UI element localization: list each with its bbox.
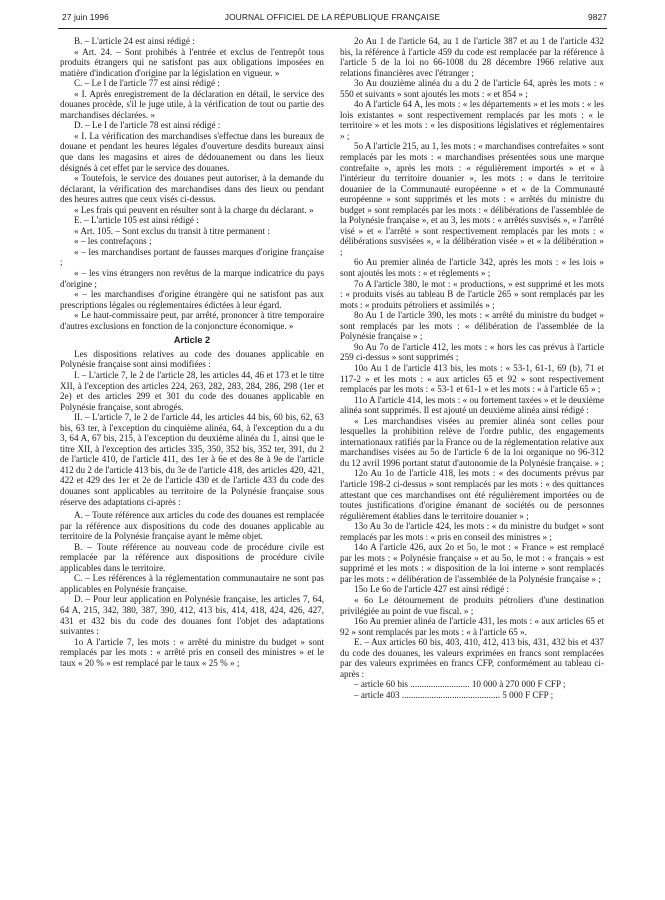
paragraph: 13o Au 3o de l'article 424, les mots : « du ministre du budget » sont remplacés par les mots : « pris en conseil des ministres » ;: [340, 521, 604, 542]
paragraph: 10o Au 1 de l'article 413 bis, les mots : « 53-1, 61-1, 69 (b), 71 et 117-2 » et les mots : « aux articles 65 et 92 » sont respectivement remplacés par les mots : « 53-1 et 61-1 » et les mots : « à l'article 65 » ;: [340, 362, 604, 395]
paragraph: 15o Le 6o de l'article 427 est ainsi rédigé :: [354, 584, 509, 595]
header-date: 27 juin 1996: [62, 12, 109, 22]
paragraph: I. – L'article 7, le 2 de l'article 28, les articles 44, 46 et 173 et le titre XII, à l'exception des articles 224, 263, 282, 283, 284, 286, 298 (1er et 2e) et des articles 299 et 301 du code des douanes applicable en Polynésie française, sont abrogés.: [60, 369, 324, 412]
paragraph: « Art. 24. – Sont prohibés à l'entrée et exclus de l'entrepôt tous produits étrangers qui ne satisfont pas aux obligations imposées en matière d'indication d'origine par la législation en vigueur. »: [60, 46, 324, 78]
value-table-row: – article 60 bis .......................... 10 000 à 270 000 F CFP ;: [354, 679, 566, 690]
paragraph: 6o Au premier alinéa de l'article 342, après les mots : « les lois » sont ajoutés les mots : « et règlements » ;: [340, 257, 604, 279]
header-rule: [58, 28, 607, 29]
paragraph: 2o Au 1 de l'article 64, au 1 de l'article 387 et au 1 de l'article 432 bis, la référence à l'article 459 du code est remplacée par la référence à l'article 5 de la loi no 66-1008 du 28 décembre 1966 relative aux relations financières avec l'étranger ;: [340, 36, 604, 78]
right-column: [340, 36, 604, 700]
paragraph: II. – L'article 7, le 2 de l'article 44, les articles 44 bis, 60 bis, 62, 63 bis, 63 ter, à l'exception du cinquième alinéa, 64, à l'exception du a du 3, 64 A, 67 bis, 215, à l'exception du deuxième alinéa du 1, ainsi que le titre XII, à l'exception des articles 335, 350, 352 bis, 352 ter, 391, du 2 de l'article 410, de l'article 411, des 1er à 6e et des 8e à 9e de l'article 412 du 2 de l'article 413 bis, du 3e de l'article 418, des articles 420, 421, 422 et 429 des 1er et 2e de l'article 430 et de l'article 433 du code des douanes sont applicables au territoire de la Polynésie française sous réserve des adaptations ci-après :: [60, 412, 324, 507]
paragraph: 9o Au 7o de l'article 412, les mots : « hors les cas prévus à l'article 259 ci-dessus » sont supprimés ;: [340, 341, 604, 363]
paragraph: « Le haut-commissaire peut, par arrêté, prononcer à titre temporaire d'autres exclusions en fonction de la conjoncture économique. »: [60, 310, 324, 331]
paragraph: « 6o Le détournement de produits pétroliers d'une destination privilégiée au point de vue fiscal. » ;: [340, 594, 604, 616]
paragraph: « – les vins étrangers non revêtus de la marque indicatrice du pays d'origine ;: [60, 268, 324, 289]
page-number: 9827: [587, 12, 607, 22]
paragraph: « Toutefois, le service des douanes peut autoriser, à la demande du déclarant, la vérification des marchandises dans des lieux ou pendant des heures autres que ceux visés ci-dessus.: [60, 173, 324, 205]
paragraph: C. – Le I de l'article 77 est ainsi rédigé :: [74, 78, 220, 89]
paragraph: 1o A l'article 7, les mots : « arrêté du ministre du budget » sont remplacés par les mots : « arrêté pris en conseil des ministres » et le taux « 20 % » est remplacé par le taux « 25 % » ;: [60, 636, 324, 668]
paragraph: 14o A l'article 426, aux 2o et 5o, le mot : « France » est remplacé par les mots : « Polynésie française » et au 5o, le mot : « français » est supprimé et les mots : « disposition de la loi interne » sont remplacés par les mots : « délibération de l'assemblée de la Polynésie française » ;: [340, 542, 604, 584]
paragraph: 11o A l'article 414, les mots : « ou fortement taxées » et le deuxième alinéa sont supprimés. Il est ajouté un deuxième alinéa ainsi rédigé :: [340, 394, 604, 416]
paragraph: C. – Les références à la réglementation communautaire ne sont pas applicables en Polynésie française.: [60, 573, 324, 594]
article-heading: Article 2: [173, 335, 211, 346]
paragraph: 3o Au douzième alinéa du a du 2 de l'article 64, après les mots : « 550 et suivants » sont ajoutés les mots : « et 854 » ;: [340, 78, 604, 99]
paragraph: D. – Pour leur application en Polynésie française, les articles 7, 64, 64 A, 215, 342, 380, 387, 390, 412, 413 bis, 414, 418, 424, 426, 427, 431 et 432 bis du code des douanes font l'objet des adaptations suivantes :: [60, 594, 324, 637]
paragraph: 5o A l'article 215, au 1, les mots : « marchandises contrefaites » sont remplacés par les mots : « marchandises présentées sous une marque contrefaite », après les mots : « régulièrement importés » et « à l'intérieur du territoire douanier », les mots : « dans le territoire douanier de la Communauté européenne » et « de la Communauté européenne » sont supprimés et les mots : « arrêtés du ministre du budget » sont remplacés par les mots : « délibérations de l'assemblée de la Polynésie française », et au 3, les mots : « arrêtés susvisés », « l'arrêté visé » et « l'arrêté » sont respectivement remplacés par les mots : « délibérations susvisées », « la délibération visée » et « la délibération » ;: [340, 141, 604, 257]
journal-title: JOURNAL OFFICIEL DE LA RÉPUBLIQUE FRANÇAISE: [224, 12, 441, 22]
paragraph: A. – Toute référence aux articles du code des douanes est remplacée par la référence aux dispositions du code des douanes applicable au territoire de la Polynésie française ayant le même objet.: [60, 510, 324, 542]
paragraph: « I. Après enregistrement de la déclaration en détail, le service des douanes procède, s'il le juge utile, à la vérification de tout ou partie des marchandises déclarées. »: [60, 88, 324, 120]
left-column: [60, 36, 324, 668]
paragraph: 16o Au premier alinéa de l'article 431, les mots : « aux articles 65 et 92 » sont remplacés par les mots : « à l'article 65 ».: [340, 616, 604, 637]
paragraph: « – les contrefaçons ;: [74, 236, 152, 247]
paragraph: « I. La vérification des marchandises s'effectue dans les bureaux de douane et pendant les heures légales d'ouverture desdits bureaux ainsi que dans les magasins et aires de dédouanement ou dans les lieux désignés à cet effet par le service des douanes.: [60, 130, 324, 173]
paragraph: « Les frais qui peuvent en résulter sont à la charge du déclarant. »: [74, 204, 314, 215]
paragraph: E. – Aux articles 60 bis, 403, 410, 412, 413 bis, 431, 432 bis et 437 du code des douanes, les valeurs exprimées en francs sont remplacées par des valeurs exprimées en francs CFP, conformément au tableau ci-après :: [340, 637, 604, 679]
value-table-row: – article 403 ........................................... 5 000 F CFP ;: [354, 689, 554, 700]
paragraph: 7o A l'article 380, le mot : « productions, » est supprimé et les mots : « produits visés au tableau B de l'article 265 » sont remplacés par les mots : « produits pétroliers et assimilés » ;: [340, 278, 604, 310]
paragraph: B. – L'article 24 est ainsi rédigé :: [74, 36, 195, 46]
paragraph: Les dispositions relatives au code des douanes applicable en Polynésie française sont ainsi modifiées :: [60, 348, 324, 370]
paragraph: « – les marchandises d'origine étrangère qui ne satisfont pas aux prescriptions légales ou réglementaires édictées à leur égard.: [60, 289, 324, 310]
paragraph: D. – Le I de l'article 78 est ainsi rédigé :: [74, 120, 221, 131]
paragraph: 4o A l'article 64 A, les mots : « les départements » et les mots : « les lois existantes » sont respectivement remplacés par les mots : « le territoire » et les mots : « les dispositions législatives et réglementaires » ;: [340, 99, 604, 141]
paragraph: « Les marchandises visées au premier alinéa sont celles pour lesquelles la prohibition relève de l'ordre public, des engagements internationaux ratifiés par la France ou de la réglementation relative aux marchandises visées au 5o de l'article 6 de la loi organique no 96-312 du 12 avril 1996 portant statut d'autonomie de la Polynésie française. » ;: [340, 415, 604, 468]
paragraph: « Art. 105. – Sont exclus du transit à titre permanent :: [74, 225, 270, 236]
paragraph: E. – L'article 105 est ainsi rédigé :: [74, 215, 199, 226]
paragraph: 12o Au 1o de l'article 418, les mots : « des documents prévus par l'article 198-2 ci-dessus » sont remplacés par les mots : « des quittances attestant que ces marchandises ont été régulièrement importées ou de toutes justifications d'origine émanant de sociétés ou de personnes régulièrement établies dans le territoire douanier » ;: [340, 468, 604, 521]
paragraph: 8o Au 1 de l'article 390, les mots : « arrêté du ministre du budget » sont remplacés par les mots : « délibération de l'assemblée de la Polynésie française » ;: [340, 310, 604, 342]
paragraph: « – les marchandises portant de fausses marques d'origine française ;: [60, 246, 324, 268]
paragraph: B. – Toute référence au nouveau code de procédure civile est remplacée par la référence aux dispositions de procédure civile applicables dans le territoire.: [60, 541, 324, 573]
